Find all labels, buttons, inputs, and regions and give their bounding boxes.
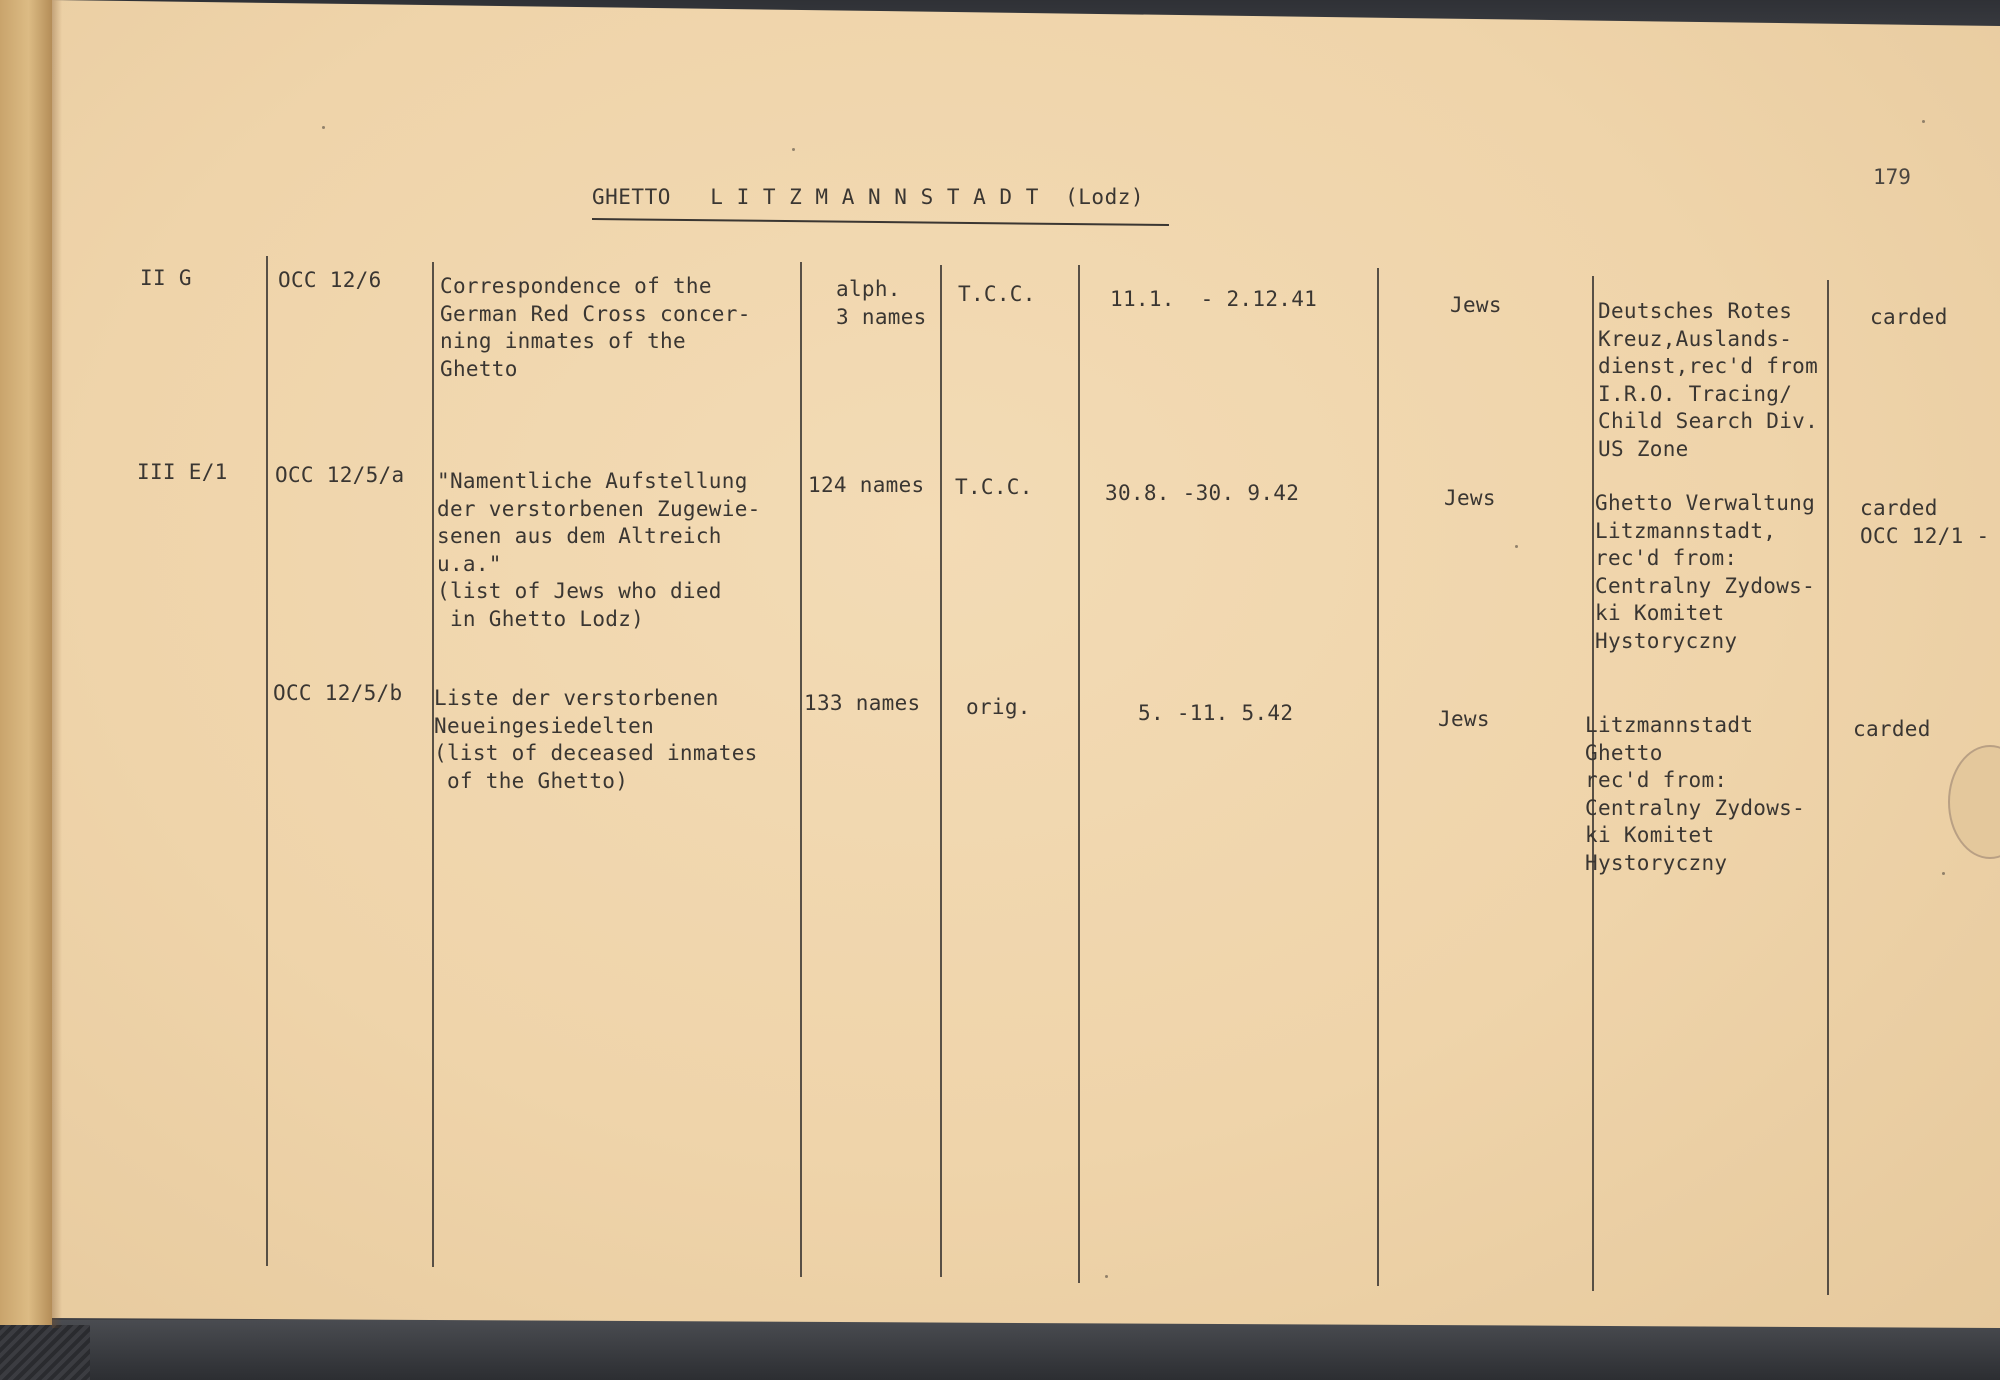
source-cell: Ghetto Verwaltung Litzmannstadt, rec'd from: Centralny Zydows- ki Komitet Hystoryczny: [1595, 491, 1816, 653]
dates-cell: 11.1. - 2.12.41: [1110, 287, 1318, 311]
status-cell: carded: [1853, 717, 1931, 741]
column-rule: [266, 256, 268, 1266]
source-cell: Litzmannstadt Ghetto rec'd from: Centralny Zydows- ki Komitet Hystoryczny: [1585, 713, 1806, 875]
column-rule: [1078, 265, 1080, 1283]
signature-cell: III E/1: [137, 460, 228, 484]
description-cell: Correspondence of the German Red Cross concer- ning inmates of the Ghetto: [440, 274, 751, 381]
category-cell: Jews: [1444, 486, 1496, 510]
source-cell: Deutsches Rotes Kreuz,Auslands- dienst,rec'd from I.R.O. Tracing/ Child Search Div. US Zone: [1598, 299, 1819, 461]
reference-cell: OCC 12/6: [278, 268, 382, 292]
page-title: GHETTO L I T Z M A N N S T A D T (Lodz): [592, 185, 1145, 209]
page-number: 179: [1873, 165, 1911, 189]
type-cell: orig.: [966, 695, 1031, 719]
column-rule: [940, 265, 942, 1277]
dates-cell: 30.8. -30. 9.42: [1105, 481, 1300, 505]
column-rule: [1827, 280, 1829, 1295]
binding-corner: [0, 1325, 90, 1380]
type-cell: T.C.C.: [955, 475, 1033, 499]
background-bottom: [0, 1320, 2000, 1380]
reference-cell: OCC 12/5/a: [275, 463, 405, 487]
column-rule: [800, 262, 802, 1277]
page-shadow: [52, 0, 62, 1328]
dates-cell: 5. -11. 5.42: [1138, 701, 1294, 725]
reference-cell: OCC 12/5/b: [273, 681, 403, 705]
quantity-cell: 133 names: [804, 691, 921, 715]
status-cell: carded OCC 12/1 -: [1860, 496, 1990, 548]
type-cell: T.C.C.: [958, 282, 1036, 306]
quantity-cell: 124 names: [808, 473, 925, 497]
quantity-cell: alph. 3 names: [836, 277, 927, 329]
category-cell: Jews: [1450, 293, 1502, 317]
signature-cell: II G: [140, 266, 192, 290]
column-rule: [1377, 268, 1379, 1286]
status-cell: carded: [1870, 305, 1948, 329]
category-cell: Jews: [1438, 707, 1490, 731]
description-cell: "Namentliche Aufstellung der verstorbenen Zugewie- senen aus dem Altreich u.a." (list of Jews who died in Ghetto Lodz): [437, 469, 761, 631]
description-cell: Liste der verstorbenen Neueingesiedelten (list of deceased inmates of the Ghetto): [434, 686, 758, 793]
folder-cover-edge: [0, 0, 52, 1380]
